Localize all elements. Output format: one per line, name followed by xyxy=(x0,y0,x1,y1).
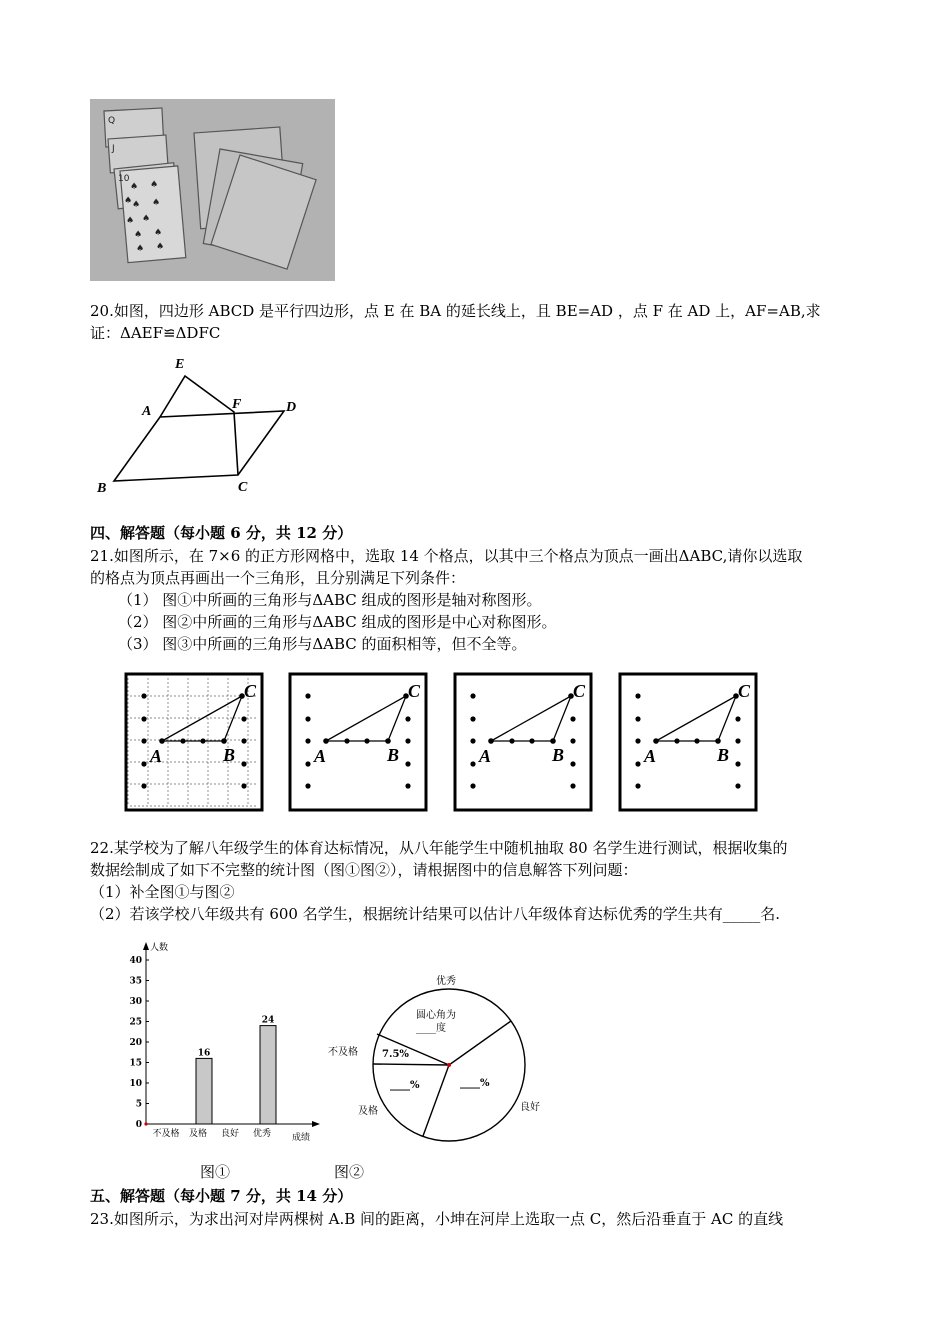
grid-point xyxy=(735,738,740,743)
grid-point xyxy=(241,783,246,788)
playing-cards-photo xyxy=(90,99,335,281)
vertex-label-A: A xyxy=(150,746,163,766)
q21-text xyxy=(90,545,880,655)
q20-line1: 20.如图，四边形 ABCD 是平行四边形，点 E 在 BA 的延长线上，且 BE=AD ，点 F 在 AD 上，AF=AB,求 xyxy=(90,302,821,320)
svg-text:♠: ♠ xyxy=(152,198,161,208)
q21-item-1: （1） 图①中所画的三角形与ΔABC 组成的图形是轴对称图形。 xyxy=(118,591,542,609)
grid-point xyxy=(570,716,575,721)
grid-point xyxy=(141,783,146,788)
svg-text:♠: ♠ xyxy=(130,182,139,192)
vertex-label-B: B xyxy=(552,745,565,765)
vertex-label-C: C xyxy=(738,681,751,701)
grid-point xyxy=(141,716,146,721)
vertex-label-B: B xyxy=(223,745,236,765)
grid-figure-3 xyxy=(618,672,758,812)
pie-fail-pct: 7.5% xyxy=(382,1049,409,1060)
figure-1-caption: 图① xyxy=(200,1163,231,1181)
triangle-vertex xyxy=(221,738,227,744)
figure-2-caption: 图② xyxy=(334,1163,365,1181)
grid-point xyxy=(241,716,246,721)
grid-figure-2 xyxy=(453,672,593,812)
label-D: D xyxy=(286,400,297,415)
triangle-vertex xyxy=(159,738,165,744)
pie-angle-text1: 圆心角为 xyxy=(416,1010,456,1021)
vertex-label-A: A xyxy=(479,746,492,766)
grid-point xyxy=(405,783,410,788)
vertex-label-C: C xyxy=(244,681,257,701)
grid-point xyxy=(735,761,740,766)
q22-item-1: （1）补全图①与图② xyxy=(90,883,235,901)
vertex-label-B: B xyxy=(717,745,730,765)
q20-line2: 证：ΔAEF≌ΔDFC xyxy=(90,324,221,342)
bar xyxy=(196,1058,212,1124)
grid-point xyxy=(735,716,740,721)
grid-point xyxy=(570,738,575,743)
pie-good-pct: ____% xyxy=(460,1078,490,1089)
q22-item-2: （2）若该学校八年级共有 600 名学生，根据统计结果可以估计八年级体育达标优秀的学生共有_____名. xyxy=(90,905,780,923)
grid-point xyxy=(635,783,640,788)
triangle-vertex xyxy=(323,738,329,744)
triangle-vertex xyxy=(653,738,659,744)
triangle-vertex xyxy=(488,738,494,744)
svg-text:10: 10 xyxy=(118,174,130,184)
y-axis-arrow xyxy=(143,942,149,950)
grid-point xyxy=(635,716,640,721)
x-axis-arrow xyxy=(312,1121,320,1127)
y-tick-label: 10 xyxy=(129,1079,142,1089)
grid-point xyxy=(305,783,310,788)
svg-text:♠: ♠ xyxy=(156,242,165,252)
x-tick-label: 及格 xyxy=(188,1129,208,1139)
svg-text:J: J xyxy=(112,144,115,154)
q21-line1: 21.如图所示，在 7×6 的正方形网格中，选取 14 个格点，以其中三个格点为顶点一画出ΔABC,请你以选取 xyxy=(90,547,803,565)
pie-pass-pct: ____% xyxy=(390,1080,420,1091)
grid-point xyxy=(470,783,475,788)
grid-point xyxy=(141,761,146,766)
svg-text:♠: ♠ xyxy=(150,180,159,190)
grid-figure-1 xyxy=(288,672,428,812)
x-axis-title: 成绩 xyxy=(292,1133,311,1143)
grid-point xyxy=(405,738,410,743)
x-tick-label: 良好 xyxy=(220,1129,240,1139)
pie-label-excellent: 优秀 xyxy=(436,976,456,987)
vertex-label-C: C xyxy=(573,681,586,701)
bar-data-label: 24 xyxy=(261,1015,275,1026)
vertex-label-B: B xyxy=(387,745,400,765)
vertex-label-A: A xyxy=(644,746,657,766)
y-tick-label: 0 xyxy=(135,1120,142,1130)
grid-point xyxy=(241,761,246,766)
y-tick-label: 15 xyxy=(129,1058,142,1069)
pie-chart xyxy=(322,962,562,1142)
triangle-vertex xyxy=(550,738,556,744)
pie-angle-text2: ____度 xyxy=(416,1023,446,1034)
svg-text:♠: ♠ xyxy=(136,244,145,254)
q20-text xyxy=(90,300,870,344)
grid-point xyxy=(470,761,475,766)
svg-text:Q: Q xyxy=(108,116,116,126)
svg-text:♠: ♠ xyxy=(124,196,133,206)
label-E: E xyxy=(175,357,185,372)
svg-text:♠: ♠ xyxy=(134,230,143,240)
section-5-title: 五、解答题（每小题 7 分，共 14 分） xyxy=(90,1187,353,1205)
svg-text:♠: ♠ xyxy=(142,214,151,224)
q22-line1: 22.某学校为了解八年级学生的体育达标情况，从八年能学生中随机抽取 80 名学生进行测试，根据收集的 xyxy=(90,839,788,857)
grid-point xyxy=(735,783,740,788)
x-tick-label: 优秀 xyxy=(252,1129,272,1139)
pie-label-fail: 不及格 xyxy=(328,1047,358,1058)
y-tick-label: 25 xyxy=(129,1017,142,1028)
triangle-vertex xyxy=(385,738,391,744)
q23-line1: 23.如图所示，为求出河对岸两棵树 A.B 间的距离，小坤在河岸上选取一点 C，然后沿垂直于 AC 的直线 xyxy=(90,1210,784,1228)
grid-point xyxy=(141,738,146,743)
grid-point xyxy=(405,761,410,766)
grid-point xyxy=(305,716,310,721)
y-tick-label: 35 xyxy=(129,976,142,987)
y-tick-label: 40 xyxy=(129,956,142,966)
q21-item-3: （3） 图③中所画的三角形与ΔABC 的面积相等，但不全等。 xyxy=(118,635,527,653)
grid-point xyxy=(635,761,640,766)
label-A: A xyxy=(142,404,152,419)
q22-text xyxy=(90,837,880,925)
section-4-title: 四、解答题（每小题 6 分，共 12 分） xyxy=(90,524,353,542)
label-F: F xyxy=(232,397,242,412)
y-tick-label: 20 xyxy=(129,1038,142,1048)
bar xyxy=(260,1026,276,1124)
pie-label-good: 良好 xyxy=(520,1102,540,1113)
parallelogram-figure xyxy=(92,352,312,502)
grid-point xyxy=(141,693,146,698)
grid-point xyxy=(635,693,640,698)
bar-chart xyxy=(118,936,328,1146)
pie-label-pass: 及格 xyxy=(358,1106,378,1117)
origin-dot xyxy=(144,1122,147,1125)
grid-point xyxy=(305,738,310,743)
bar-data-label: 16 xyxy=(197,1048,211,1059)
grid-point xyxy=(570,761,575,766)
grid-point xyxy=(305,761,310,766)
x-tick-label: 不及格 xyxy=(152,1129,180,1139)
vertex-label-C: C xyxy=(408,681,421,701)
y-axis-title: 人数 xyxy=(150,943,169,953)
grid-point xyxy=(570,783,575,788)
grid-point xyxy=(470,716,475,721)
svg-text:♠: ♠ xyxy=(126,216,135,226)
grid-point xyxy=(470,693,475,698)
triangle-vertex xyxy=(715,738,721,744)
label-C: C xyxy=(238,480,248,495)
grid-point xyxy=(470,738,475,743)
grid-figure-example xyxy=(124,672,264,812)
grid-point xyxy=(305,693,310,698)
grid-point xyxy=(635,738,640,743)
q21-line2: 的格点为顶点再画出一个三角形，且分别满足下列条件： xyxy=(90,569,466,587)
vertex-label-A: A xyxy=(314,746,327,766)
svg-text:♠: ♠ xyxy=(154,228,163,238)
y-tick-label: 30 xyxy=(129,997,142,1007)
grid-point xyxy=(405,716,410,721)
q21-item-2: （2） 图②中所画的三角形与ΔABC 组成的图形是中心对称图形。 xyxy=(118,613,557,631)
y-tick-label: 5 xyxy=(135,1099,142,1110)
label-B: B xyxy=(97,481,107,496)
grid-point xyxy=(241,738,246,743)
q22-line2: 数据绘制成了如下不完整的统计图（图①图②），请根据图中的信息解答下列问题： xyxy=(90,861,638,879)
svg-text:♠: ♠ xyxy=(132,200,141,210)
